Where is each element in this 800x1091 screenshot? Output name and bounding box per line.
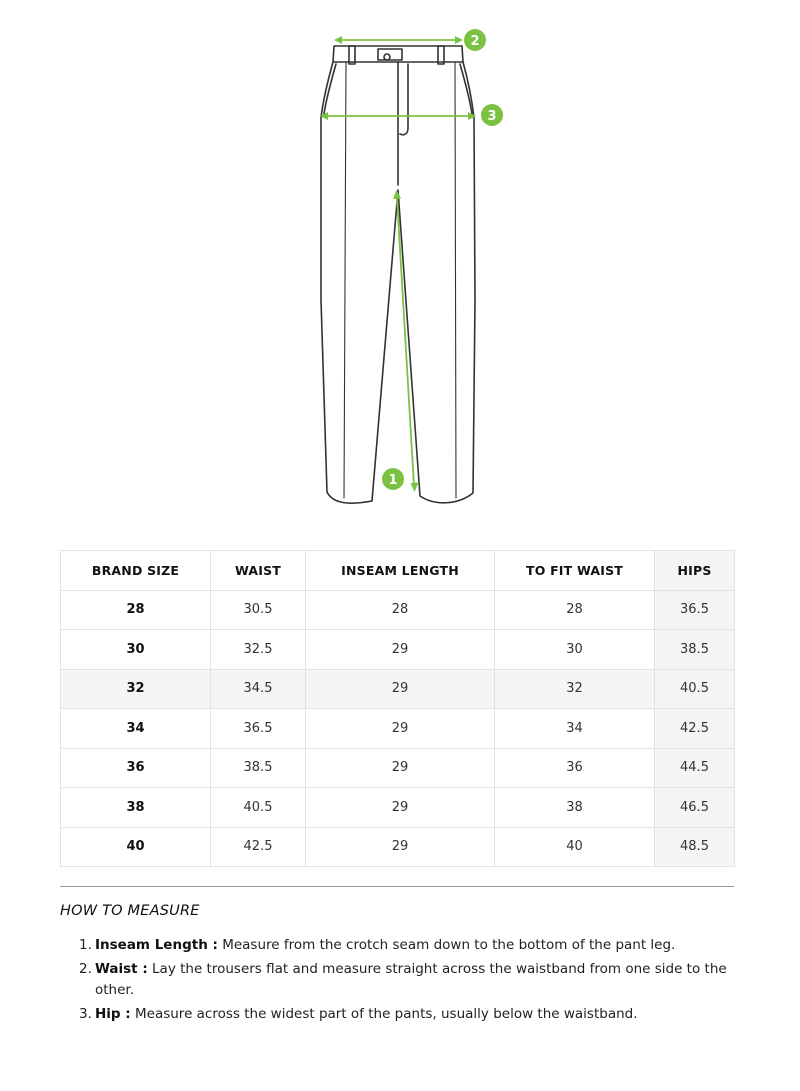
cell-waist: 32.5 <box>211 630 306 670</box>
cell-waist: 38.5 <box>211 748 306 788</box>
list-item-number: 3. <box>79 1005 92 1022</box>
cell-brand-size: 30 <box>61 630 211 670</box>
table-row <box>61 590 735 630</box>
size-chart-table <box>60 550 735 867</box>
table-header-row <box>61 551 735 591</box>
cell-waist: 34.5 <box>211 669 306 709</box>
list-item <box>79 959 735 1002</box>
cell-brand-size: 28 <box>61 590 211 630</box>
inseam-arrow-bottom <box>411 483 419 493</box>
cell-inseam: 29 <box>306 669 495 709</box>
button-icon <box>384 54 390 60</box>
inseam-arrow-top <box>393 190 401 199</box>
table-row <box>61 669 735 709</box>
right-crease <box>455 62 456 498</box>
cell-brand-size: 40 <box>61 827 211 867</box>
cell-inseam: 29 <box>306 748 495 788</box>
marker-2-label: 2 <box>470 34 480 49</box>
marker-3 <box>481 104 503 126</box>
inseam-measure-line <box>397 198 414 486</box>
cell-hips: 38.5 <box>655 630 735 670</box>
cell-inseam: 29 <box>306 630 495 670</box>
list-item-number: 2. <box>79 960 92 977</box>
list-item-term: Inseam Length : <box>95 937 218 953</box>
cell-brand-size: 34 <box>61 709 211 749</box>
cell-fit-waist: 38 <box>495 788 655 828</box>
cell-brand-size: 38 <box>61 788 211 828</box>
cell-waist: 42.5 <box>211 827 306 867</box>
cell-fit-waist: 34 <box>495 709 655 749</box>
list-item <box>79 935 735 957</box>
cell-hips: 42.5 <box>655 709 735 749</box>
header-inseam-length: INSEAM LENGTH <box>306 551 495 591</box>
table-row <box>61 827 735 867</box>
cell-hips: 36.5 <box>655 590 735 630</box>
marker-1-label: 1 <box>388 473 398 488</box>
fly-stitch <box>400 64 408 135</box>
header-hips: HIPS <box>655 551 735 591</box>
pants-measurement-diagram <box>0 0 800 520</box>
header-waist: WAIST <box>211 551 306 591</box>
cell-inseam: 29 <box>306 827 495 867</box>
cell-fit-waist: 30 <box>495 630 655 670</box>
marker-1 <box>382 468 404 490</box>
cell-hips: 48.5 <box>655 827 735 867</box>
cell-fit-waist: 28 <box>495 590 655 630</box>
cell-inseam: 28 <box>306 590 495 630</box>
list-item-text: Lay the trousers flat and measure straight across the waistband from one side to the other. <box>95 960 727 998</box>
table-row <box>61 788 735 828</box>
cell-fit-waist: 36 <box>495 748 655 788</box>
cell-inseam: 29 <box>306 709 495 749</box>
cell-hips: 44.5 <box>655 748 735 788</box>
marker-3-label: 3 <box>487 109 497 124</box>
table-row <box>61 748 735 788</box>
header-brand-size: BRAND SIZE <box>61 551 211 591</box>
list-item-term: Waist : <box>95 960 148 977</box>
header-to-fit-waist: TO FIT WAIST <box>495 551 655 591</box>
marker-2 <box>464 29 486 51</box>
list-item-text: Measure across the widest part of the pants, usually below the waistband. <box>130 1005 638 1022</box>
list-item-number: 1. <box>79 937 92 953</box>
how-to-measure-list <box>79 935 735 1027</box>
how-to-measure-title: HOW TO MEASURE <box>60 903 200 919</box>
cell-fit-waist: 40 <box>495 827 655 867</box>
pants-illustration <box>0 0 800 520</box>
cell-hips: 46.5 <box>655 788 735 828</box>
section-divider <box>60 886 734 887</box>
table-row <box>61 709 735 749</box>
list-item-text: Measure from the crotch seam down to the bottom of the pant leg. <box>217 937 676 953</box>
cell-hips: 40.5 <box>655 669 735 709</box>
cell-waist: 30.5 <box>211 590 306 630</box>
cell-inseam: 29 <box>306 788 495 828</box>
cell-waist: 36.5 <box>211 709 306 749</box>
waist-arrow-right <box>455 36 463 44</box>
cell-brand-size: 32 <box>61 669 211 709</box>
list-item-term: Hip : <box>95 1005 131 1022</box>
cell-brand-size: 36 <box>61 748 211 788</box>
table-row <box>61 630 735 670</box>
cell-fit-waist: 32 <box>495 669 655 709</box>
list-item <box>79 1004 735 1026</box>
cell-waist: 40.5 <box>211 788 306 828</box>
left-crease <box>344 62 346 498</box>
waist-arrow-left <box>334 36 342 44</box>
